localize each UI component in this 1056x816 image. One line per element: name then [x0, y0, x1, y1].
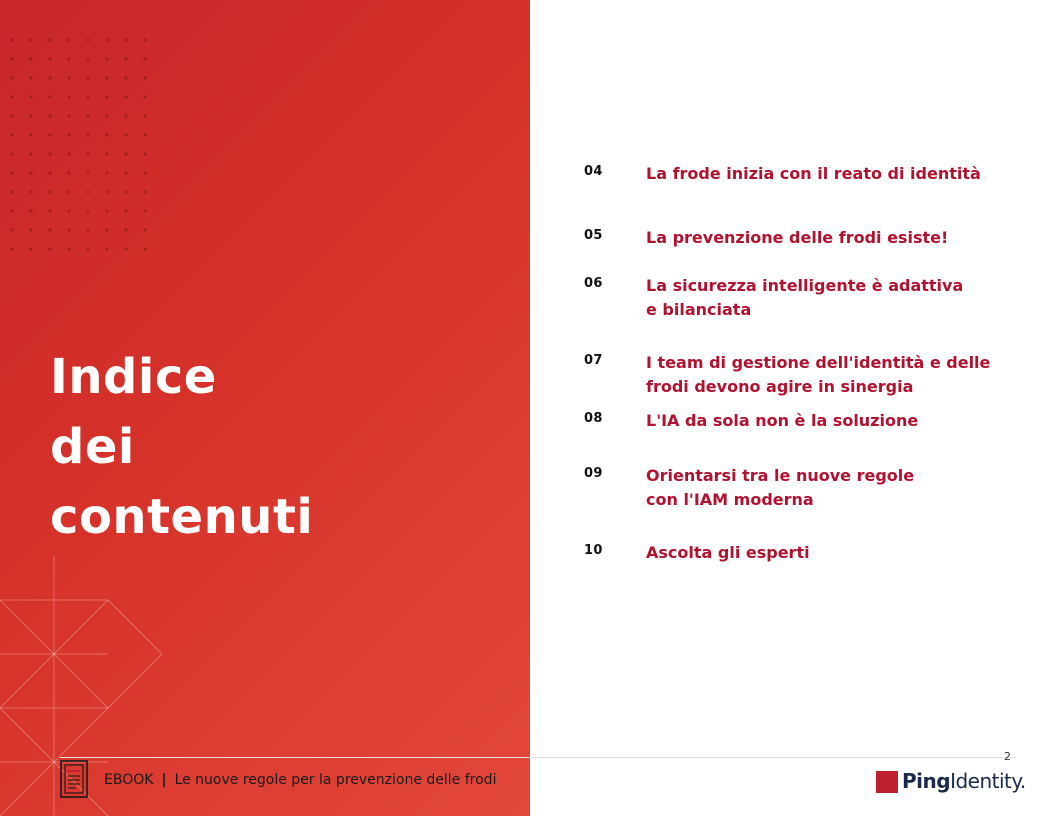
footer-label	[104, 772, 496, 788]
logo-bold: Ping	[902, 769, 951, 793]
toc-page-number: 04	[584, 164, 603, 179]
footer-divider	[60, 757, 1016, 758]
title-line: dei	[50, 419, 135, 476]
title-line: contenuti	[50, 489, 314, 546]
dot-pattern-decoration	[0, 0, 180, 260]
toc-title-line: con l'IAM moderna	[646, 490, 814, 509]
footer-subtitle: Le nuove regole per la prevenzione delle frodi	[174, 772, 497, 788]
toc-title-line: Ascolta gli esperti	[646, 543, 810, 562]
page-title	[50, 342, 313, 552]
toc-page-number: 06	[584, 276, 603, 291]
toc-page-number: 07	[584, 353, 603, 368]
toc-page-number: 10	[584, 543, 603, 558]
toc-title-line: Orientarsi tra le nuove regole	[646, 466, 915, 485]
toc-page-number: 08	[584, 411, 603, 426]
toc-title-line: La sicurezza intelligente è adattiva	[646, 276, 964, 295]
toc-title	[646, 409, 1026, 433]
toc-title	[646, 351, 1026, 399]
toc-title-line: e bilanciata	[646, 300, 752, 319]
toc-title-line: L'IA da sola non è la soluzione	[646, 411, 919, 430]
toc-title-line: La frode inizia con il reato di identità	[646, 164, 981, 183]
toc-title	[646, 464, 1026, 512]
ping-square-icon	[876, 771, 898, 793]
footer-ebook-label: EBOOK	[104, 772, 154, 788]
toc-page-number: 05	[584, 228, 603, 243]
toc-title	[646, 162, 1026, 186]
logo-light: Identity.	[950, 769, 1026, 793]
title-line: Indice	[50, 349, 217, 405]
toc-title	[646, 226, 1026, 250]
footer-separator: |	[161, 772, 167, 788]
toc-title-line: La prevenzione delle frodi esiste!	[646, 228, 949, 247]
page-number: 2	[1004, 750, 1011, 763]
toc-title-line: I team di gestione dell'identità e delle	[646, 353, 991, 372]
toc-title	[646, 274, 1026, 322]
document-icon	[60, 760, 88, 798]
toc-title-line: frodi devono agire in sinergia	[646, 377, 914, 396]
logo-wordmark	[902, 769, 1026, 793]
toc-page-number: 09	[584, 466, 603, 481]
toc-title	[646, 541, 1026, 565]
